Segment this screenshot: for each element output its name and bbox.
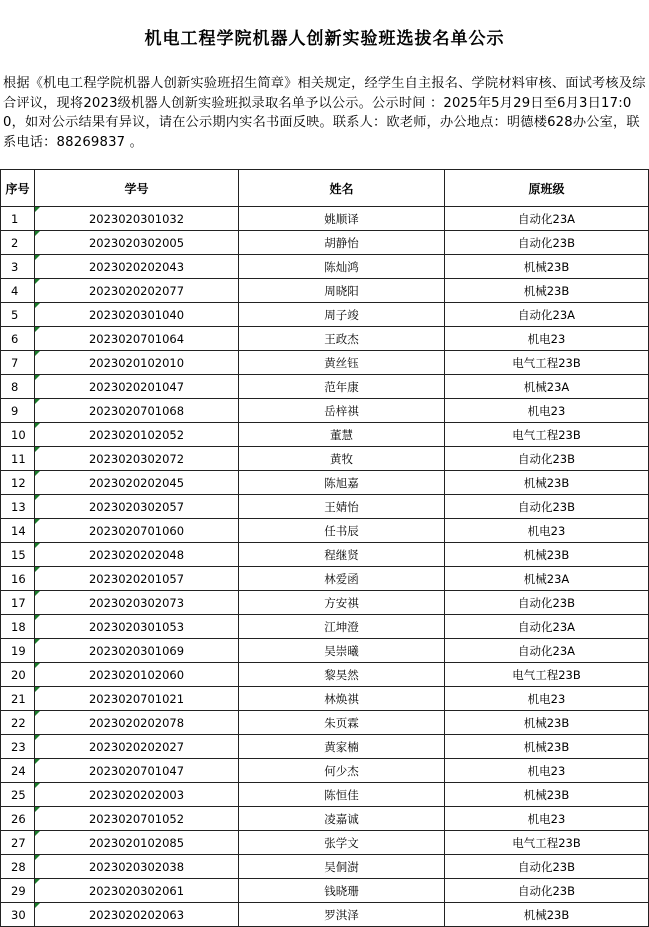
row-index: 13 — [1, 495, 35, 519]
student-name: 林焕祺 — [239, 687, 445, 711]
original-class: 自动化23B — [445, 495, 649, 519]
table-row — [1, 399, 649, 423]
original-class: 机械23B — [445, 543, 649, 567]
original-class: 机电23 — [445, 399, 649, 423]
student-id: 2023020302061 — [35, 879, 239, 903]
original-class: 机械23B — [445, 783, 649, 807]
header-student-id: 学号 — [35, 170, 239, 207]
student-id: 2023020302072 — [35, 447, 239, 471]
student-id: 2023020102052 — [35, 423, 239, 447]
student-id: 2023020301040 — [35, 303, 239, 327]
table-row — [1, 351, 649, 375]
student-name: 林爱函 — [239, 567, 445, 591]
row-index: 2 — [1, 231, 35, 255]
original-class: 机电23 — [445, 519, 649, 543]
table-row — [1, 543, 649, 567]
header-name: 姓名 — [239, 170, 445, 207]
student-name: 江坤澄 — [239, 615, 445, 639]
original-class: 机械23A — [445, 375, 649, 399]
table-row — [1, 447, 649, 471]
original-class: 自动化23B — [445, 231, 649, 255]
row-index: 3 — [1, 255, 35, 279]
row-index: 30 — [1, 903, 35, 927]
original-class: 自动化23A — [445, 207, 649, 231]
table-row — [1, 423, 649, 447]
student-id: 2023020701064 — [35, 327, 239, 351]
original-class: 自动化23B — [445, 591, 649, 615]
student-id: 2023020201057 — [35, 567, 239, 591]
student-id: 2023020202078 — [35, 711, 239, 735]
table-row — [1, 471, 649, 495]
table-row — [1, 855, 649, 879]
student-name: 黄家楠 — [239, 735, 445, 759]
row-index: 17 — [1, 591, 35, 615]
table-row — [1, 903, 649, 927]
original-class: 机电23 — [445, 759, 649, 783]
original-class: 电气工程23B — [445, 351, 649, 375]
student-id: 2023020302005 — [35, 231, 239, 255]
table-row — [1, 327, 649, 351]
student-id: 2023020301069 — [35, 639, 239, 663]
student-name: 凌嘉诚 — [239, 807, 445, 831]
student-id: 2023020301032 — [35, 207, 239, 231]
row-index: 11 — [1, 447, 35, 471]
original-class: 机械23B — [445, 903, 649, 927]
student-name: 周子竣 — [239, 303, 445, 327]
original-class: 自动化23B — [445, 855, 649, 879]
student-id: 2023020701047 — [35, 759, 239, 783]
student-name: 陈旭嘉 — [239, 471, 445, 495]
original-class: 机械23B — [445, 279, 649, 303]
original-class: 机械23B — [445, 471, 649, 495]
student-name: 方安祺 — [239, 591, 445, 615]
student-name: 钱晓珊 — [239, 879, 445, 903]
student-id: 2023020202003 — [35, 783, 239, 807]
row-index: 4 — [1, 279, 35, 303]
student-name: 王婧怡 — [239, 495, 445, 519]
row-index: 19 — [1, 639, 35, 663]
original-class: 自动化23B — [445, 879, 649, 903]
student-id: 2023020102010 — [35, 351, 239, 375]
row-index: 28 — [1, 855, 35, 879]
student-name: 程继贤 — [239, 543, 445, 567]
row-index: 21 — [1, 687, 35, 711]
table-row — [1, 615, 649, 639]
student-id: 2023020701068 — [35, 399, 239, 423]
original-class: 机械23B — [445, 255, 649, 279]
student-id: 2023020202027 — [35, 735, 239, 759]
table-row — [1, 711, 649, 735]
student-name: 胡静怡 — [239, 231, 445, 255]
row-index: 8 — [1, 375, 35, 399]
student-name: 陈恒佳 — [239, 783, 445, 807]
student-name: 吴侗澍 — [239, 855, 445, 879]
row-index: 29 — [1, 879, 35, 903]
table-row — [1, 279, 649, 303]
table-row — [1, 759, 649, 783]
student-id: 2023020202048 — [35, 543, 239, 567]
student-name: 岳梓祺 — [239, 399, 445, 423]
row-index: 26 — [1, 807, 35, 831]
announcement-paragraph: 根据《机电工程学院机器人创新实验班招生简章》相关规定，经学生自主报名、学院材料审核、面试考核及综合评议，现将2023级机器人创新实验班拟录取名单予以公示。公示时间 ：2025年5月29日至6月3日17:00，如对公示结果有异议，请在公示期内实名书面反映。联系人：欧老师，办公地点：明德楼628办公室，联系电话：88269837 。 — [3, 76, 646, 150]
original-class: 电气工程23B — [445, 663, 649, 687]
original-class: 自动化23A — [445, 303, 649, 327]
table-header-row — [1, 170, 649, 207]
row-index: 18 — [1, 615, 35, 639]
admission-list-table — [0, 169, 649, 927]
row-index: 5 — [1, 303, 35, 327]
table-row — [1, 567, 649, 591]
student-id: 2023020302073 — [35, 591, 239, 615]
original-class: 自动化23A — [445, 615, 649, 639]
student-name: 张学文 — [239, 831, 445, 855]
student-name: 吴崇曦 — [239, 639, 445, 663]
student-name: 罗淇泽 — [239, 903, 445, 927]
table-row — [1, 303, 649, 327]
table-row — [1, 231, 649, 255]
student-id: 2023020202043 — [35, 255, 239, 279]
student-name: 何少杰 — [239, 759, 445, 783]
page-title: 机电工程学院机器人创新实验班选拔名单公示 — [144, 28, 505, 49]
student-id: 2023020202045 — [35, 471, 239, 495]
original-class: 机械23B — [445, 711, 649, 735]
table-row — [1, 735, 649, 759]
student-name: 任书辰 — [239, 519, 445, 543]
student-name: 黄丝钰 — [239, 351, 445, 375]
table-row — [1, 519, 649, 543]
table-row — [1, 663, 649, 687]
table-row — [1, 255, 649, 279]
student-id: 2023020202063 — [35, 903, 239, 927]
original-class: 自动化23B — [445, 447, 649, 471]
student-name: 王政杰 — [239, 327, 445, 351]
row-index: 15 — [1, 543, 35, 567]
row-index: 12 — [1, 471, 35, 495]
student-id: 2023020302057 — [35, 495, 239, 519]
original-class: 自动化23A — [445, 639, 649, 663]
student-id: 2023020102060 — [35, 663, 239, 687]
table-row — [1, 375, 649, 399]
row-index: 9 — [1, 399, 35, 423]
table-row — [1, 879, 649, 903]
row-index: 14 — [1, 519, 35, 543]
row-index: 7 — [1, 351, 35, 375]
original-class: 机电23 — [445, 327, 649, 351]
row-index: 10 — [1, 423, 35, 447]
table-body — [1, 207, 649, 927]
student-name: 黎昊然 — [239, 663, 445, 687]
student-name: 陈灿鸿 — [239, 255, 445, 279]
student-name: 朱页霖 — [239, 711, 445, 735]
original-class: 机电23 — [445, 807, 649, 831]
row-index: 24 — [1, 759, 35, 783]
student-id: 2023020301053 — [35, 615, 239, 639]
row-index: 25 — [1, 783, 35, 807]
student-name: 姚顺译 — [239, 207, 445, 231]
student-id: 2023020302038 — [35, 855, 239, 879]
row-index: 1 — [1, 207, 35, 231]
original-class: 机电23 — [445, 687, 649, 711]
student-id: 2023020202077 — [35, 279, 239, 303]
student-name: 董慧 — [239, 423, 445, 447]
original-class: 电气工程23B — [445, 423, 649, 447]
table-row — [1, 807, 649, 831]
table-row — [1, 831, 649, 855]
student-id: 2023020201047 — [35, 375, 239, 399]
student-name: 黄牧 — [239, 447, 445, 471]
original-class: 机械23A — [445, 567, 649, 591]
header-index: 序号 — [1, 170, 35, 207]
table-row — [1, 591, 649, 615]
student-name: 范年康 — [239, 375, 445, 399]
header-original-class: 原班级 — [445, 170, 649, 207]
original-class: 电气工程23B — [445, 831, 649, 855]
student-id: 2023020701060 — [35, 519, 239, 543]
row-index: 16 — [1, 567, 35, 591]
student-id: 2023020102085 — [35, 831, 239, 855]
original-class: 机械23B — [445, 735, 649, 759]
table-row — [1, 783, 649, 807]
row-index: 20 — [1, 663, 35, 687]
student-id: 2023020701052 — [35, 807, 239, 831]
student-name: 周晓阳 — [239, 279, 445, 303]
student-id: 2023020701021 — [35, 687, 239, 711]
table-row — [1, 687, 649, 711]
row-index: 22 — [1, 711, 35, 735]
table-row — [1, 495, 649, 519]
table-row — [1, 639, 649, 663]
table-row — [1, 207, 649, 231]
row-index: 27 — [1, 831, 35, 855]
row-index: 6 — [1, 327, 35, 351]
row-index: 23 — [1, 735, 35, 759]
